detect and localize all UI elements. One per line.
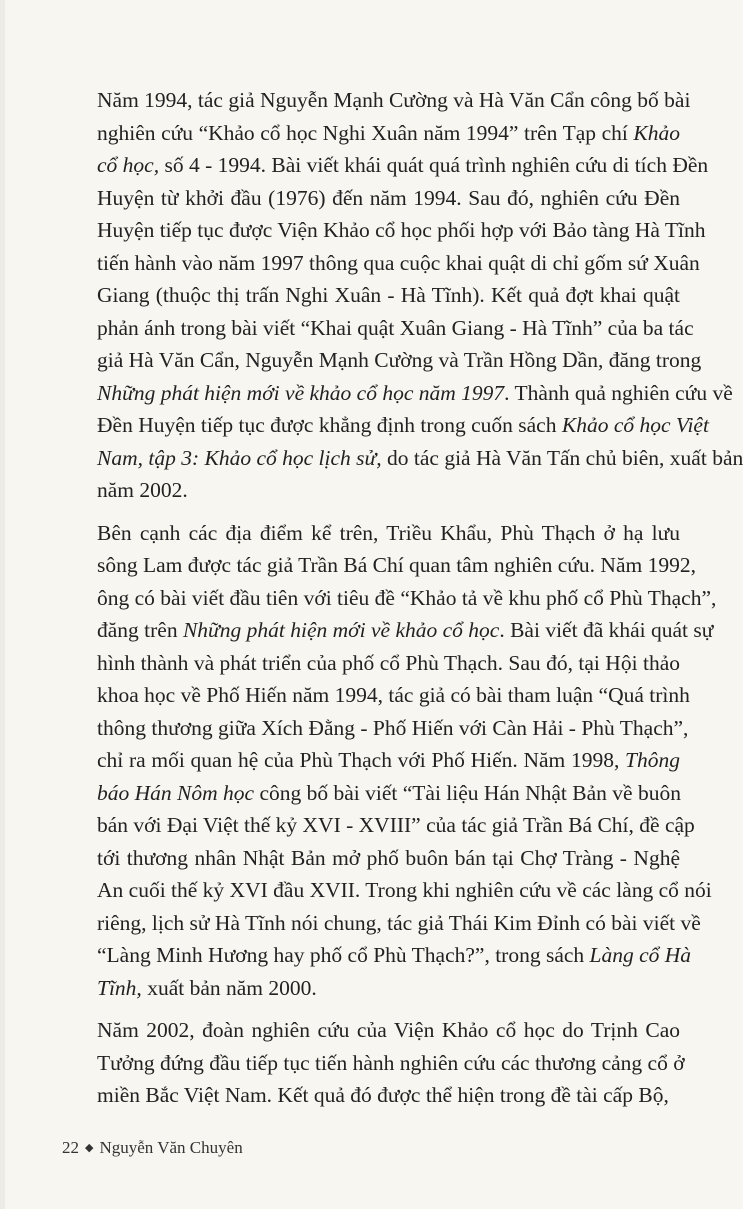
body-text xyxy=(97,84,743,1122)
text-line: Giang (thuộc thị trấn Nghi Xuân - Hà Tĩnh). Kết quả đợt khai quật xyxy=(97,283,680,307)
diamond-separator-icon: ◆ xyxy=(85,1142,94,1154)
text-line: tới thương nhân Nhật Bản mở phố buôn bán tại Chợ Tràng - Nghệ xyxy=(97,845,680,870)
text-line: Năm 2002, đoàn nghiên cứu của Viện Khảo cổ học do Trịnh Cao xyxy=(97,1018,680,1042)
text-line: Đền Huyện tiếp tục được khẳng định trong cuốn sách Khảo cổ học Việt xyxy=(97,413,709,437)
text-line: Bên cạnh các địa điểm kể trên, Triều Khẩu, Phù Thạch ở hạ lưu xyxy=(97,520,680,545)
text-line: Nam, tập 3: Khảo cổ học lịch sử, do tác giả Hà Văn Tấn chủ biên, xuất bản xyxy=(97,445,743,470)
author-name: Nguyễn Văn Chuyên xyxy=(99,1138,243,1157)
page-binding-edge xyxy=(0,0,5,1209)
page-number: 22 xyxy=(62,1138,79,1157)
paragraph-1 xyxy=(97,84,743,507)
text-line: Năm 1994, tác giả Nguyễn Mạnh Cường và Hà Văn Cẩn công bố bài xyxy=(97,88,691,112)
text-line: thông thương giữa Xích Đằng - Phố Hiến với Càn Hải - Phù Thạch”, xyxy=(97,715,689,740)
text-line: khoa học về Phố Hiến năm 1994, tác giả có bài tham luận “Quá trình xyxy=(97,683,690,707)
text-line: “Làng Minh Hương hay phố cổ Phù Thạch?”, trong sách Làng cổ Hà xyxy=(97,943,692,967)
text-line: nghiên cứu “Khảo cổ học Nghi Xuân năm 1994” trên Tạp chí Khảo xyxy=(97,120,680,145)
paragraph-2 xyxy=(97,517,717,1005)
text-line: hình thành và phát triển của phố cổ Phù Thạch. Sau đó, tại Hội thảo xyxy=(97,650,680,675)
text-line: An cuối thế kỷ XVI đầu XVII. Trong khi nghiên cứu về các làng cổ nói xyxy=(97,878,712,902)
text-line: Những phát hiện mới về khảo cổ học năm 1997. Thành quả nghiên cứu về xyxy=(97,380,733,405)
text-line: đăng trên Những phát hiện mới về khảo cổ học. Bài viết đã khái quát sự xyxy=(97,618,714,642)
text-line: Tưởng đứng đầu tiếp tục tiến hành nghiên cứu các thương cảng cổ ở xyxy=(97,1050,685,1075)
text-line: giả Hà Văn Cẩn, Nguyễn Mạnh Cường và Trần Hồng Dần, đăng trong xyxy=(97,348,702,372)
text-line: bán với Đại Việt thế kỷ XVI - XVIII” của tác giả Trần Bá Chí, đề cập xyxy=(97,813,695,837)
text-line: Tĩnh, xuất bản năm 2000. xyxy=(97,975,317,1000)
page-footer xyxy=(62,1138,243,1158)
text-line: sông Lam được tác giả Trần Bá Chí quan tâm nghiên cứu. Năm 1992, xyxy=(97,553,696,577)
text-line: chỉ ra mối quan hệ của Phù Thạch với Phố Hiến. Năm 1998, Thông xyxy=(97,748,680,772)
text-line: báo Hán Nôm học công bố bài viết “Tài liệu Hán Nhật Bản về buôn xyxy=(97,780,681,805)
text-line: Huyện từ khởi đầu (1976) đến năm 1994. Sau đó, nghiên cứu Đền xyxy=(97,185,680,210)
paragraph-3 xyxy=(97,1014,685,1112)
text-line: riêng, lịch sử Hà Tĩnh nói chung, tác giả Thái Kim Đỉnh có bài viết về xyxy=(97,910,701,935)
text-line: năm 2002. xyxy=(97,478,188,502)
text-line: Huyện tiếp tục được Viện Khảo cổ học phối hợp với Bảo tàng Hà Tĩnh xyxy=(97,218,706,242)
text-line: ông có bài viết đầu tiên với tiêu đề “Khảo tả về khu phố cổ Phù Thạch”, xyxy=(97,585,717,610)
text-line: miền Bắc Việt Nam. Kết quả đó được thể hiện trong đề tài cấp Bộ, xyxy=(97,1083,669,1107)
text-line: cổ học, số 4 - 1994. Bài viết khái quát quá trình nghiên cứu di tích Đền xyxy=(97,153,709,177)
text-line: tiến hành vào năm 1997 thông qua cuộc khai quật di chỉ gốm sứ Xuân xyxy=(97,250,700,275)
text-line: phản ánh trong bài viết “Khai quật Xuân Giang - Hà Tĩnh” của ba tác xyxy=(97,315,694,340)
